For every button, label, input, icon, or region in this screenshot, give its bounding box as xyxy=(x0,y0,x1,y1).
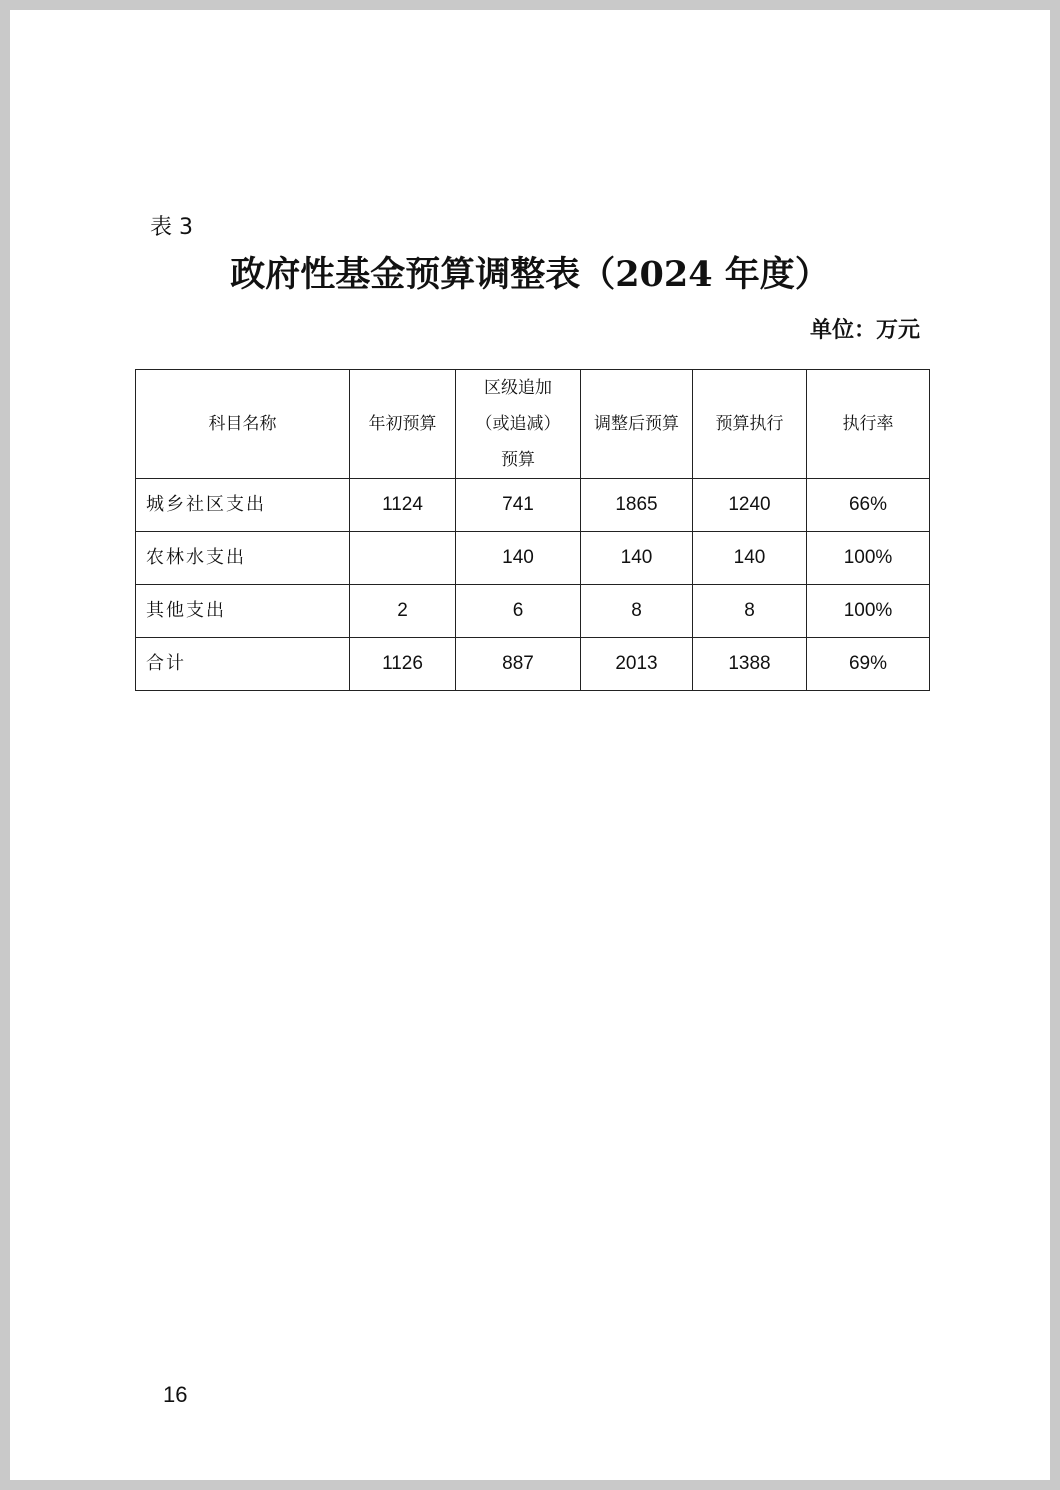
table-row xyxy=(136,585,930,638)
adjusted-budget-cell: 140 xyxy=(581,532,693,585)
header-additional-line-1: 区级追加 xyxy=(484,378,552,398)
additional-budget-cell: 6 xyxy=(456,585,581,638)
initial-budget-cell: 1124 xyxy=(350,479,456,532)
additional-budget-cell: 741 xyxy=(456,479,581,532)
total-execution-cell: 1388 xyxy=(693,638,807,691)
row-name-cell: 农林水支出 xyxy=(136,532,350,585)
initial-budget-cell: 2 xyxy=(350,585,456,638)
adjusted-budget-cell: 1865 xyxy=(581,479,693,532)
total-execution-rate-cell: 69% xyxy=(807,638,930,691)
table-row xyxy=(136,479,930,532)
total-name-cell: 合计 xyxy=(136,638,350,691)
header-additional-line-2: （或追减） xyxy=(475,414,561,434)
header-execution-rate: 执行率 xyxy=(807,370,930,479)
unit-label: 单位：万元 xyxy=(809,318,920,343)
table-header-row xyxy=(136,370,930,479)
total-row xyxy=(136,638,930,691)
execution-cell: 140 xyxy=(693,532,807,585)
table-row xyxy=(136,532,930,585)
row-name-cell: 城乡社区支出 xyxy=(136,479,350,532)
header-additional-line-3: 预算 xyxy=(501,450,535,470)
header-execution: 预算执行 xyxy=(693,370,807,479)
document-title: 政府性基金预算调整表（2024 年度） xyxy=(230,254,830,295)
execution-cell: 8 xyxy=(693,585,807,638)
header-adjusted-budget: 调整后预算 xyxy=(581,370,693,479)
header-initial-budget: 年初预算 xyxy=(350,370,456,479)
execution-rate-cell: 100% xyxy=(807,585,930,638)
row-name-cell: 其他支出 xyxy=(136,585,350,638)
execution-rate-cell: 66% xyxy=(807,479,930,532)
table-label: 表 3 xyxy=(150,215,193,240)
additional-budget-cell: 140 xyxy=(456,532,581,585)
execution-cell: 1240 xyxy=(693,479,807,532)
page-number: 16 xyxy=(163,1382,188,1407)
adjusted-budget-cell: 8 xyxy=(581,585,693,638)
document-page xyxy=(10,10,1050,1480)
budget-adjustment-table xyxy=(135,369,930,691)
initial-budget-cell xyxy=(350,532,456,585)
header-additional-budget xyxy=(456,370,581,479)
total-adjusted-budget-cell: 2013 xyxy=(581,638,693,691)
header-name: 科目名称 xyxy=(136,370,350,479)
total-initial-budget-cell: 1126 xyxy=(350,638,456,691)
total-additional-budget-cell: 887 xyxy=(456,638,581,691)
execution-rate-cell: 100% xyxy=(807,532,930,585)
